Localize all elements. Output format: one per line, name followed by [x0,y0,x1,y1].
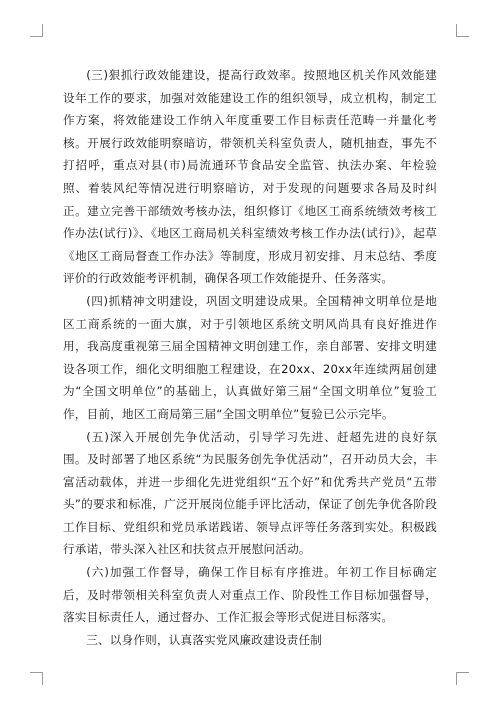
paragraph-administrative-efficiency: (三)狠抓行政效能建设，提高行政效率。按照地区机关作风效能建设年工作的要求，加强对效能建设工作的组织领导，成立机构，制定工作方案，将效能建设工作纳入年度重要工作目标责任范畴一并量化考核。开展行政效能明察暗访，带领机关科室负责人，随机抽查，事先不打招呼，重点对县(市)局流通环节食品安全监管、执法办案、年检验照、着装风纪等情况进行明察暗访，对于发现的问题要求各局及时纠正。建立完善干部绩效考核办法，组织修订《地区工商系统绩效考核工作办法(试行)》、《地区工商局机关科室绩效考核工作办法(试行)》，起草《地区工商局督查工作办法》等制度，形成月初安排、月末总结、季度评价的行政效能考评机制，确保各项工作效能提升、任务落实。 [63,68,437,286]
paragraph-spiritual-civilization: (四)抓精神文明建设，巩固文明建设成果。全国精神文明单位是地区工商系统的一面大旗，对于引领地区系统文明风尚具有良好推进作用，我高度重视第三届全国精神文明创建工作，亲自部署、安排文明建设各项工作，细化文明细胞工程建设，在20xx、20xx年连续两届创建为“全国文明单位”的基础上，认真做好第三届“全国文明单位”复验工作，目前，地区工商局第三届“全国文明单位”复验已公示完毕。 [63,293,437,421]
crop-mark-top-right [456,24,469,37]
crop-mark-bottom-left [30,672,43,685]
crop-mark-bottom-right [456,672,469,685]
crop-mark-top-left [30,24,43,37]
section-heading: 三、以身作则，认真落实党风廉政建设责任制 [86,632,323,647]
paragraph-work-supervision: (六)加强工作督导，确保工作目标有序推进。年初工作目标确定后，及时带领相关科室负责人对重点工作、阶段性工作目标加强督导，落实目标责任人，通过督办、工作汇报会等形式促进目标落实。 [63,565,437,625]
document-body [63,64,437,651]
paragraph-excellence-activities: (五)深入开展创先争优活动，引导学习先进、赶超先进的良好氛围。及时部署了地区系统“为民服务创先争优活动”，召开动员大会，丰富活动载体，并进一步细化先进党组织“五个好”和优秀共产党员“五带头”的要求和标准，广泛开展岗位能手评比活动，保证了创先争优各阶段工作目标、党组织和党员承诺践诺、领导点评等任务落到实处。积极践行承诺，带头深入社区和扶贫点开展慰问活动。 [63,429,437,557]
